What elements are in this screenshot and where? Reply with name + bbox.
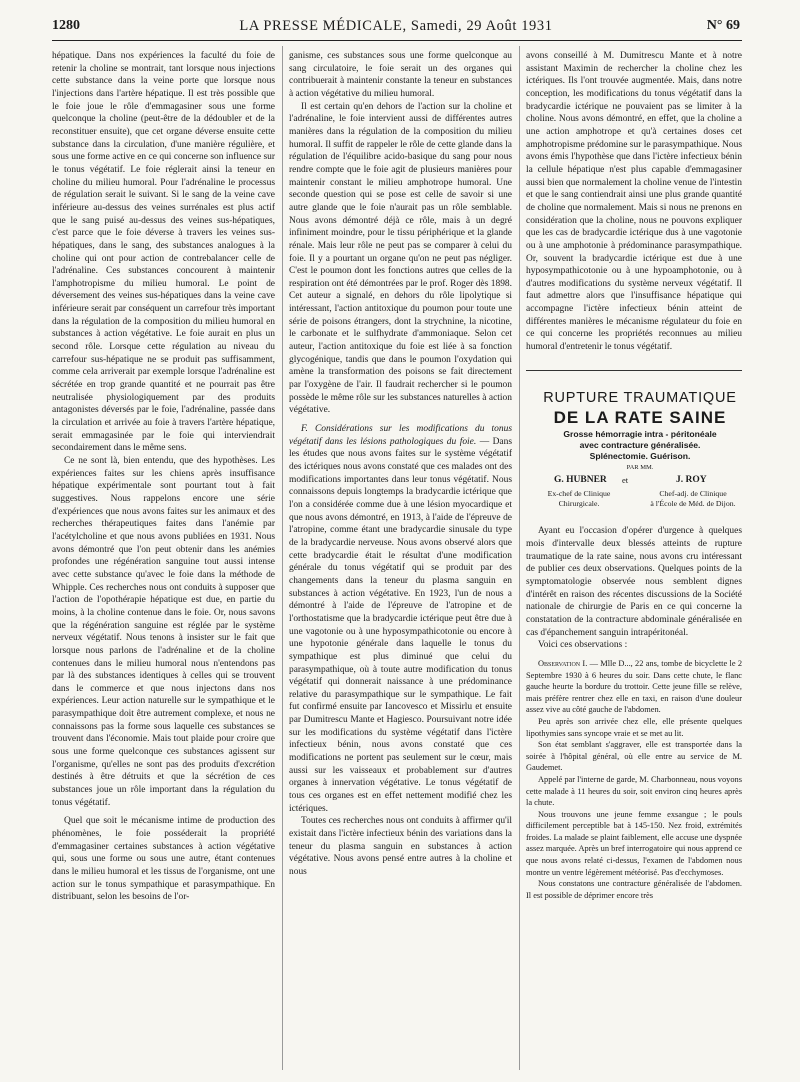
observation-label: Observation I.: [538, 658, 588, 668]
paragraph: hépatique. Dans nos expériences la faculté du foie de retenir la choline se montrait, tant lorsque nous injections cette substance dans la veine porte que lorsque nous l'injections dans l'artère hépatique. Il est très possible que le foie joue le rôle d'emmagasiner sous une forme quelconque la choline (peut-être de la dédoubler et de la reconstituer ensuite), que cet organe déverse ensuite cette substance dans la circulation, d'une manière régulière, et sous une forme active en ce qui concerne son influence sur le tonus végétatif. Le foie réglerait ainsi la teneur en choline du milieu humoral. Pour l'adrénaline le processus de régulation serait le suivant. Si le sang de la veine cave inférieure au-dessus des veines surrénales est plus actif que le sang puisé au-dessus des veines sus-hépatiques, c'est parce que le foie déverse à travers les veines sus-hépatiques, dans le sang, des substances analogues à la choline qui ont pour action de contrebalancer celle de l'adrénaline. Ces substances concourent à maintenir l'amphotropisme du milieu humoral. Le point de déversement des veines sus-hépatiques dans la veine cave inférieure serait par conséquent un carrefour très important dans la régulation de la composition du milieu humoral en substances à action végétative. Le foie aurait en plus un second rôle. Lorsque cette régulation au niveau du carrefour sus-hépatique ne se produit pas suffisamment, comme cela arriverait par exemple lorsque l'adrénaline est sécrétée en trop grande quantité et ne pourrait pas être neutralisée physiologiquement par des produits antagonistes déversés par le foie, l'adrénaline, passée dans la circulation et arrivée au foie à travers l'artère hépatique, serait emmagasinée par le foie qui interviendrait secondairement dans le même sens.: [52, 51, 275, 454]
issue-number: N° 69: [706, 18, 740, 33]
paragraph: Toutes ces recherches nous ont conduits à affirmer qu'il existait dans l'ictère infectieux bénin des variations dans la teneur du plasma sanguin en substances à action végétative. Nous avons pensé entre autres à la choline et nous: [289, 816, 512, 877]
paragraph: Quel que soit le mécanisme intime de production des phénomènes, le foie posséderait la propriété d'emmagasiner certaines substances à action végétative qui, sous une forme ou sous une autre, étant contenues dans le milieu humoral et les tissus de l'organisme, ont une action sur le tonus sympathique et parasympathique. En distribuant, selon les besoins de l'or-: [52, 816, 275, 903]
article-subtitle: Grosse hémorragie intra - péritonéale: [563, 428, 717, 439]
paragraph: Son état semblant s'aggraver, elle est transportée dans la soirée à l'hôpital général, où elle entre au service de M. Gaudemet.: [526, 740, 742, 773]
column-divider: [282, 46, 283, 1070]
article-title: RUPTURE TRAUMATIQUE: [543, 389, 737, 406]
paragraph: Appelé par l'interne de garde, M. Charbonneau, nous voyons cette malade à 11 heures du soir, soit environ cinq heures après la chute.: [526, 774, 742, 808]
author-name: J. ROY: [676, 475, 707, 486]
page-number: 1280: [52, 18, 80, 33]
article-subtitle: avec contracture généralisée.: [579, 439, 701, 450]
author-name: G. HUBNER: [554, 475, 607, 486]
affiliation-line: Ex-chef de Clinique: [547, 489, 611, 499]
authors: [526, 474, 742, 486]
author-conjunction: et: [622, 475, 629, 486]
page-header: [52, 18, 740, 40]
affiliation: [644, 489, 742, 509]
paragraph: Nous constatons une contracture généralisée de l'abdomen. Il est possible de déprimer encore très: [526, 879, 742, 900]
paragraph: Voici ces observations :: [538, 640, 628, 651]
byline-par: PAR MM.: [626, 463, 654, 471]
affiliation-line: Chef-adj. de Clinique: [659, 489, 727, 499]
section-heading: F. Considérations sur les modifications du tonus végétatif dans les lésions pathologiques du foie.: [289, 424, 512, 447]
paragraph: Ce ne sont là, bien entendu, que des hypothèses. Les expériences faites sur les chiens après insuffisance hépatique expérimentale sont pourtant tout à fait suggestives. Nous rappelons encore une série d'expériences que nous avons faites sur les animaux et des recherches thérapeutiques faites dans l'anémie par l'acétylcholine et que nous avons publiées en 1931. Nous avons démontré que l'on peut obtenir dans les anémies profondes une régénération sanguine tout aussi intense avec cette substance qu'avec le foie dans la méthode de Whipple. Ces recherches nous ont conduits à supposer que l'action de l'opothérapie hépatique est due, en partie du moins, à la choline contenue dans le foie. Or, nous savons que la régénération sanguine est réglée par le système nerveux végétatif. Nous tenons à insister sur le fait que lorsque nous parlons de l'adrénaline et de la choline contenues dans le milieu humoral nous n'entendons pas par là des substances identiques à celles qui se trouvent dans le commerce et que nous injectons dans nos expériences. Leur action naturelle sur le sympathique et le parasympathique doit être autrement complexe, et nous ne connaissons pas la forme sous laquelle ces substances se trouvent dans l'économie. Mais tout plaide pour croire que sous une forme quelconque ces substances agissent sur l'organisme, qu'elles ne sont pas des produits d'excrétion destinés à être détruits et que la sécrétion de ces substances joue un rôle important dans la régulation du tonus végétatif.: [52, 456, 275, 808]
article-title-line2: DE LA RATE SAINE: [553, 407, 727, 427]
paragraph: Peu après son arrivée chez elle, elle présente quelques lipothymies sans syncope vraie et se met au lit.: [526, 716, 742, 738]
column-1: [52, 50, 275, 1074]
paragraph: Ayant eu l'occasion d'opérer d'urgence à quelques mois d'intervalle deux blessés atteints de rupture traumatique de la rate saine, nous avons cru intéressant de publier ces deux observations. Quelques points de la symptomatologie observée nous semblent dignes d'intérêt en raison des récentes discussions de la Société nationale de chirurgie de Paris en ce qui concerne la constatation de la contracture abdominale généralisée en cas d'épanchement sanguin intrapéritonéal.: [526, 526, 742, 638]
header-rule: [52, 40, 742, 41]
paragraph: — Mlle D..., 22 ans, tombe de bicyclette le 2 Septembre 1930 à 6 heures du soir. Dans cette chute, le flanc gauche heurte la bordure du trottoir. Cette jeune fille se relève, mais préfère rentrer chez elle en taxi, en raison d'une douleur assez vive au côté gauche de l'abdomen.: [526, 658, 742, 715]
author-affiliations: [526, 489, 742, 519]
journal-title: LA PRESSE MÉDICALE, Samedi, 29 Août 1931: [239, 18, 553, 34]
affiliation: [534, 489, 624, 509]
paragraph: Il est certain qu'en dehors de l'action sur la choline et l'adrénaline, le foie intervient aussi de différentes autres manières dans la régulation de la composition du milieu humoral. Il suffit de rappeler le rôle de cette glande dans la régulation de l'équilibre acido-basique du sang pour nous rendre compte que le foie agit de plusieurs manières pour maintenir constant le milieu amphotrope humoral. Une seconde question qui se pose est celle de savoir si une autre glande que le foie n'aurait pas un rôle semblable. Nous avons démontré déjà ce rôle, mais à un degré infiniment moindre, pour le tissu périphérique et la glande rénale. Mais leur rôle ne peut pas se comparer à celui du foie. Il y a pourtant un organe qu'on ne peut pas négliger. C'est le poumon dont les fonctions autres que celles de la respiration ont été démontrées par le prof. Roger dès 1898. Cet auteur a signalé, en dehors du rôle lipolytique si intéressant, l'action antitoxique du poumon pour toute une série de poisons étrangers, dont la strychnine, la nicotine, le carbonate et le sulfhydrate d'ammoniaque. Selon cet auteur, l'action antitoxique du foie est liée à sa fonction glycogénique, tandis que dans le poumon l'oxydation qui amène la transformation des poisons se fait directement par l'oxygène de l'air. Il faudrait rechercher si le poumon possède le même rôle sur les substances naturelles à action végétative.: [289, 101, 512, 416]
paragraph: Nous trouvons une jeune femme exsangue ; le pouls difficilement perceptible bat à 145-150. Nez froid, extrémités froides. La malade se plaint faiblement, elle accuse une dyspnée assez marquée. Après un bref interrogatoire qui nous apprend ce que nous avons relaté ci-dessus, l'examen de l'abdomen nous montre un ventre légèrement météorisé. Pas d'ecchymoses.: [526, 809, 742, 877]
paragraph: avons conseillé à M. Dumitrescu Mante et à notre assistant Maximin de rechercher la choline chez les ictériques. Ils l'ont trouvée augmentée. Mais, dans notre conception, les modifications du tonus végétatif dans la bradycardie ictérique ne pouvaient pas se limiter à la choline. Nous avons démontré, en effet, que la choline a une action amphotrope et qu'à certaines doses cet amphotropisme prédomine sur le parasympathique. Nous avons émis l'hypothèse que dans l'ictère infectieux bénin la cellule hépatique n'est plus capable d'emmagasiner aussi bien que normalement la choline venue de l'intestin et que le sang contiendrait ainsi une plus grande quantité de choline que normalement. Mais si nous ne prenons en considération que la choline, nous ne pouvons expliquer que les cas de bradycardie ictérique dus à une vagotonie ou à une amphotonie à prédominance parasympathique. Or, souvent la bradycardie ictérique est due à une hyposympathicotonie ou à une hypoamphotonie, ou à d'autres modifications du système nerveux végétatif. Il faut admettre alors que l'insuffisance hépatique qui accompagne l'ictère infectieux bénin atteint de différentes manières le mécanisme régulateur du foie en ce qui concerne les propriétés reconnues au milieu humoral d'entretenir le tonus végétatif.: [526, 51, 742, 353]
article-subtitle: Splénectomie. Guérison.: [589, 450, 691, 461]
column-3: [526, 50, 742, 1074]
article-divider: [526, 370, 742, 371]
column-divider: [519, 46, 520, 1070]
column-2: [289, 50, 512, 1074]
affiliation-line: Chirurgicale.: [558, 499, 600, 509]
paragraph: — Dans les études que nous avons faites sur le système végétatif des ictériques nous avons constaté que ces malades ont des modifications importantes dans leur tonus végétatif. Nous connaissons depuis longtemps la bradycardie ictérique que l'on a considérée comme due à une lésion myocardique et que nous avons démontré, en 1913, à l'aide de l'épreuve de l'atropine, comme étant une bradycardie sinusale du type de la bradycardie nerveuse. Nous avons observé alors que cette bradycardie était le résultat d'une modification générale du tonus végétatif qui se produit par des changements dans la teneur du plasma sanguin en substances à action végétative. En 1923, l'un de nous a démontré à l'aide de l'épreuve de l'atropine et de l'orthostatisme que la bradycardie ictérique peut être due à une vagotonie ou à une hyposympathicotonie ou encore à une hypotonie générale dans laquelle le tonus du sympathique est plus diminué que celui du parasympathique, où à toute autre modification du tonus végétatif qui donnerait naissance à une prédominance relative du parasympathique sur le sympathique. Le fait fut confirmé ensuite par Iancovesco et Missirlu et ensuite par Dumitrescu Mante et Hagiesco. Poursuivant notre idée sur les modifications du système végétatif dans l'ictère infectieux bénin, nous avons constaté que ces modifications ne portent pas seulement sur le cœur, mais aussi sur les vaisseaux et probablement sur d'autres organes à innervation végétative. Le tonus végétatif de tous ces organes est en effet nettement modifié chez les ictériques.: [289, 436, 512, 814]
affiliation-line: à l'École de Méd. de Dijon.: [650, 499, 736, 509]
paragraph: ganisme, ces substances sous une forme quelconque au sang circulatoire, le foie serait un des organes qui contribuerait à maintenir constante la teneur en substances à action végétative du milieu humoral.: [289, 51, 512, 99]
